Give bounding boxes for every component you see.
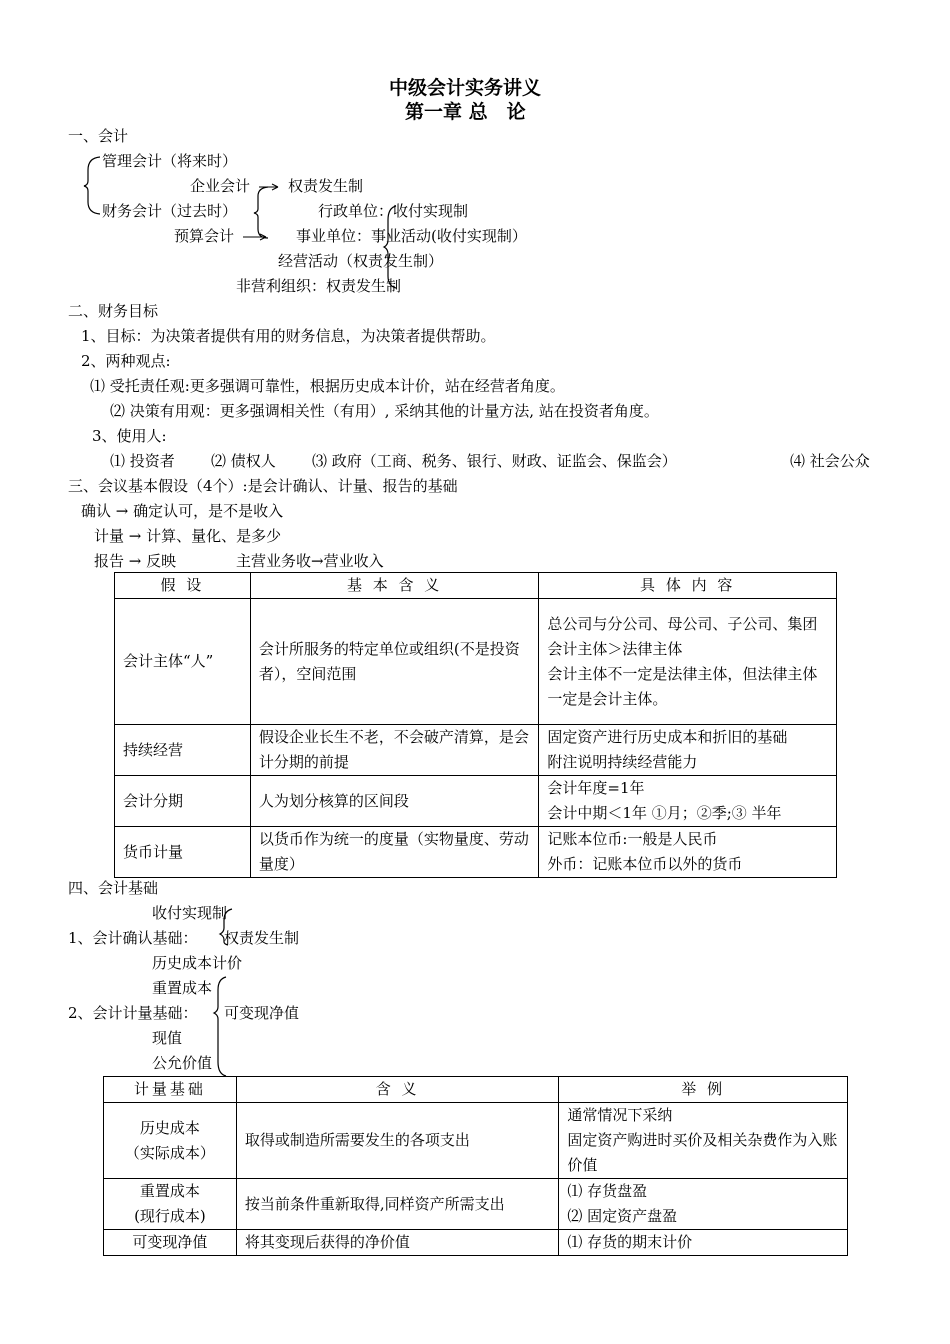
measure-example <box>559 1103 848 1179</box>
view-stewardship: ⑴ 受托责任观:更多强调可靠性，根据历史成本计价，站在经营者角度。 <box>90 377 565 395</box>
report-example: 主营业务收→营业收入 <box>236 552 384 570</box>
table-header-row <box>104 1077 848 1103</box>
content-line: 固定资产进行历史成本和折旧的基础 <box>547 728 788 746</box>
content-line: 会计年度=1年 <box>547 779 645 797</box>
view-decision-useful: ⑵ 决策有用观：更多强调相关性（有用）, 采纳其他的计量方法, 站在投资者角度。 <box>110 402 659 420</box>
section-1-heading: 一、会计 <box>68 127 129 145</box>
name-line: （实际成本） <box>124 1143 215 1162</box>
institution-operations: 经营活动（权责发生制） <box>278 252 444 270</box>
enterprise-basis: 权责发生制 <box>288 177 364 195</box>
assumption-name: 会计分期 <box>115 776 251 827</box>
name-line: (现行成本) <box>134 1207 206 1225</box>
example-line: ⑴ 存货的期末计价 <box>567 1233 693 1251</box>
example-line: ⑵ 固定资产盘盈 <box>567 1207 678 1225</box>
measure-meaning: 按当前条件重新取得,同样资产所需支出 <box>236 1179 559 1230</box>
section-2-heading: 二、财务目标 <box>68 302 159 320</box>
measure-name <box>104 1103 237 1179</box>
measure-name <box>104 1230 237 1256</box>
present-value: 现值 <box>152 1029 183 1047</box>
recognition-basis: 1、会计确认基础： <box>68 929 198 947</box>
user-creditors: ⑵ 债权人 <box>211 452 276 470</box>
enterprise-accounting: 企业会计 <box>190 177 251 195</box>
table-row <box>104 1230 848 1256</box>
table-header: 含 义 <box>236 1077 559 1103</box>
content-line: 外币：记账本位币以外的货币 <box>547 855 743 873</box>
management-accounting: 管理会计（将来时） <box>102 152 238 170</box>
table-header: 举 例 <box>559 1077 848 1103</box>
name-line: 重置成本 <box>139 1182 200 1200</box>
financial-goal: 1、目标：为决策者提供有用的财务信息，为决策者提供帮助。 <box>81 327 496 345</box>
example-line: 固定资产购进时买价及相关杂费作为入账价值 <box>567 1131 838 1174</box>
example-line: ⑴ 存货盘盈 <box>567 1182 648 1200</box>
budget-accounting: 预算会计 <box>174 227 235 245</box>
accrual-basis: 权责发生制 <box>224 929 300 947</box>
assumption-name: 持续经营 <box>115 725 251 776</box>
historical-cost: 历史成本计价 <box>152 954 243 972</box>
measure-example <box>559 1230 848 1256</box>
measure-example <box>559 1179 848 1230</box>
two-views: 2、两种观点: <box>81 352 171 370</box>
admin-unit: 行政单位：收付实现制 <box>318 202 469 220</box>
measure-name <box>104 1179 237 1230</box>
table-header: 计量基础 <box>104 1077 237 1103</box>
chapter-title: 第一章 总 论 <box>405 101 526 123</box>
user-government: ⑶ 政府（工商、税务、银行、财政、证监会、保监会） <box>312 452 677 470</box>
assumption-meaning: 假设企业长生不老，不会破产清算，是会计分期的前提 <box>250 725 539 776</box>
table-header: 基 本 含 义 <box>250 573 539 599</box>
institution-unit: 事业单位：事业活动(收付实现制） <box>296 227 527 245</box>
replacement-cost: 重置成本 <box>152 979 213 997</box>
name-line: 历史成本 <box>139 1118 200 1137</box>
report-line: 报告 → 反映 <box>94 552 177 570</box>
assumption-name: 货币计量 <box>115 827 251 878</box>
financial-accounting: 财务会计（过去时） <box>102 202 238 220</box>
document-title: 中级会计实务讲义 <box>389 77 542 99</box>
measurement-table <box>103 1076 848 1256</box>
content-line: 附注说明持续经营能力 <box>547 753 698 771</box>
non-profit-org: 非营利组织：权责发生制 <box>236 277 402 295</box>
content-line: 会计中期＜1年 ①月；②季;③ 半年 <box>547 804 782 822</box>
measurement-basis: 2、会计计量基础： <box>68 1004 198 1022</box>
assumption-meaning: 会计所服务的特定单位或组织(不是投资者），空间范围 <box>250 599 539 725</box>
table-row <box>104 1103 848 1179</box>
confirm-line: 确认 → 确定认可，是不是收入 <box>81 502 284 520</box>
measure-meaning: 将其变现后获得的净价值 <box>236 1230 559 1256</box>
user-investors: ⑴ 投资者 <box>110 452 175 470</box>
content-line: 会计主体不一定是法律主体，但法律主体一定是会计主体。 <box>547 664 818 708</box>
assumption-meaning: 以货币作为统一的度量（实物量度、劳动量度） <box>250 827 539 878</box>
assumption-meaning: 人为划分核算的区间段 <box>250 776 539 827</box>
table-header: 具 体 内 容 <box>539 573 837 599</box>
measure-line: 计量 → 计算、量化、是多少 <box>94 527 282 545</box>
table-header: 假 设 <box>115 573 251 599</box>
table-row <box>104 1179 848 1230</box>
section-4-heading: 四、会计基础 <box>68 879 159 897</box>
measure-meaning: 取得或制造所需要发生的各项支出 <box>236 1103 559 1179</box>
name-line: 可变现净值 <box>132 1233 208 1251</box>
cash-basis: 收付实现制 <box>152 904 228 922</box>
user-public: ⑷ 社会公众 <box>790 452 870 470</box>
net-realizable-value: 可变现净值 <box>224 1004 300 1022</box>
content-line: 记账本位币:一般是人民币 <box>547 830 718 848</box>
example-line: 通常情况下采纳 <box>567 1106 673 1124</box>
assumption-name: 会计主体“人” <box>115 599 251 725</box>
users-heading: 3、使用人: <box>92 427 167 445</box>
section-3-heading: 三、会议基本假设（4个）:是会计确认、计量、报告的基础 <box>68 477 458 495</box>
content-line: 会计主体＞法律主体 <box>547 639 683 658</box>
content-line: 总公司与分公司、母公司、子公司、集团 <box>547 614 818 633</box>
fair-value: 公允价值 <box>152 1054 213 1072</box>
